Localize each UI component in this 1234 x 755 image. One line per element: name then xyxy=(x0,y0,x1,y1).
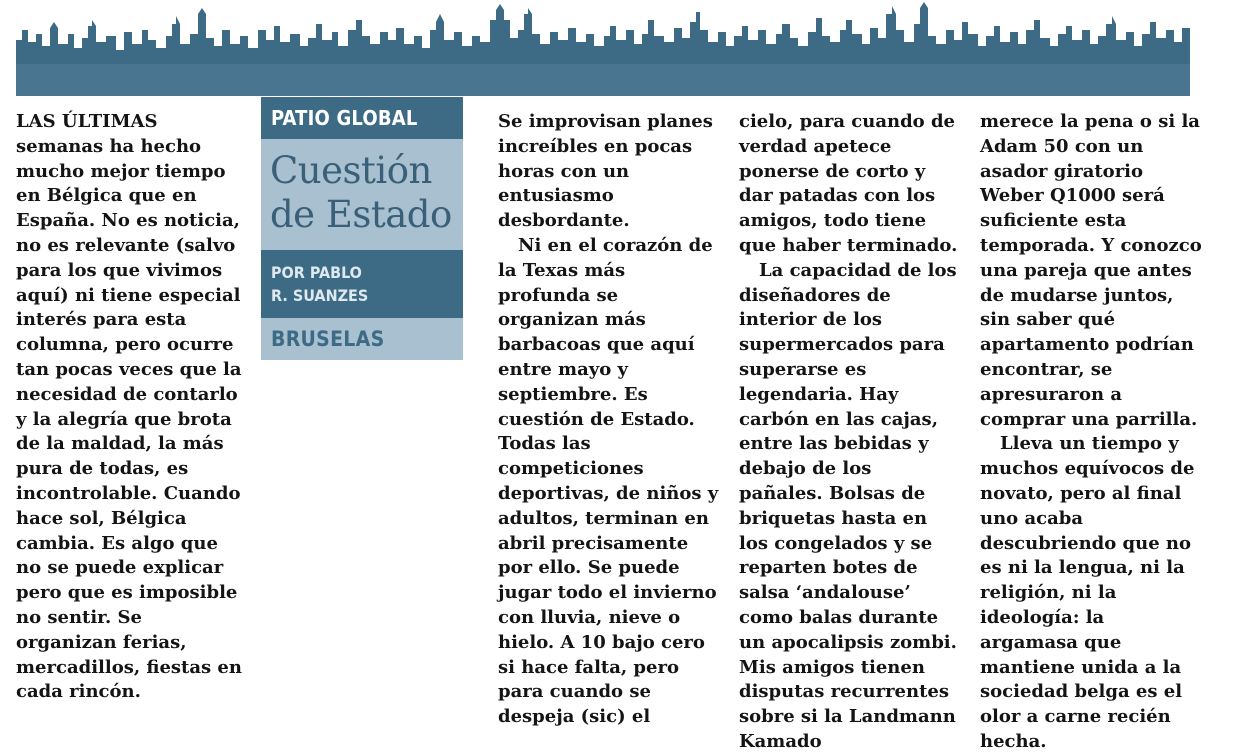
skyline-silhouette xyxy=(16,2,1190,64)
column-1-text: semanas ha hecho mucho mejor tiempo en Bélgica que en España. No es noticia, no es relevante (salvo para los que vivimos aquí) ni tiene especial interés para esta columna, pero ocurre tan pocas veces que la necesidad de contarlo y la alegría que brota de la maldad, la más pura de todas, es incontrolable. Cuando hace sol, Bélgica cambia. Es algo que no se puede explicar pero que es imposible no sentir. Se organizan ferias, mercadillos, fiestas en cada rincón. xyxy=(16,135,242,703)
dateline-city: BRUSELAS xyxy=(261,318,463,360)
lead-in-caps: LAS ÚLTIMAS xyxy=(16,111,158,132)
column-2-paragraph-2: Ni en el corazón de la Texas más profunda se organizan más barbacoas que aquí entre mayo y septiembre. Es cuestión de Estado. Todas las competiciones deportivas, de niños y adultos, terminan en abril precisamente por ello. Se puede jugar todo el invierno con lluvia, nieve o hielo. A 10 bajo cero si hace falta, pero para cuando se despeja (sic) el xyxy=(498,234,719,728)
article-column-3 xyxy=(739,110,961,755)
article-column-1 xyxy=(16,110,242,705)
section-label: PATIO GLOBAL xyxy=(261,97,463,139)
author-byline-line-2: R. SUANZES xyxy=(271,286,369,305)
column-4-paragraph-1: merece la pena o si la Adam 50 con un asador giratorio Weber Q1000 será suficiente esta temporada. Y conozco una pareja que antes de mudarse juntos, sin saber qué apartamento podrían encontrar, se apresuraron a comprar una parrilla. xyxy=(980,111,1202,430)
author-byline xyxy=(261,250,463,318)
author-byline-line-1: POR PABLO xyxy=(271,263,362,282)
article-title xyxy=(261,139,463,250)
article-column-2 xyxy=(498,110,720,730)
article-title-line-2: de Estado xyxy=(270,193,452,236)
column-2-paragraph-1: Se improvisan planes increíbles en pocas horas con un entusiasmo desbordante. xyxy=(498,111,713,232)
column-4-paragraph-2: Lleva un tiempo y muchos equívocos de novato, pero al final uno acaba descubriendo que no es ni la lengua, ni la religión, ni la ideología: la argamasa que mantiene unida a la sociedad belga es el olor a carne recién hecha. xyxy=(980,433,1195,752)
column-3-paragraph-1: cielo, para cuando de verdad apetece ponerse de corto y dar patadas con los amigos, todo tiene que haber terminado. xyxy=(739,111,958,256)
skyline-banner xyxy=(16,0,1190,96)
column-header-box xyxy=(261,97,463,360)
column-3-paragraph-2: La capacidad de los diseñadores de interior de los supermercados para superarse es legendaria. Hay carbón en las cajas, entre las bebidas y debajo de los pañales. Bolsas de briquetas hasta en los congelados y se reparten botes de salsa ‘andalouse’ como balas durante un apocalipsis zombi. Mis amigos tienen disputas recurrentes sobre si la Landmann Kamado xyxy=(739,259,957,752)
skyline-band xyxy=(16,64,1190,96)
skyline-illustration xyxy=(16,0,1190,96)
article-column-4 xyxy=(980,110,1202,755)
article-title-line-1: Cuestión xyxy=(270,149,432,192)
column-1-paragraph xyxy=(16,110,242,705)
